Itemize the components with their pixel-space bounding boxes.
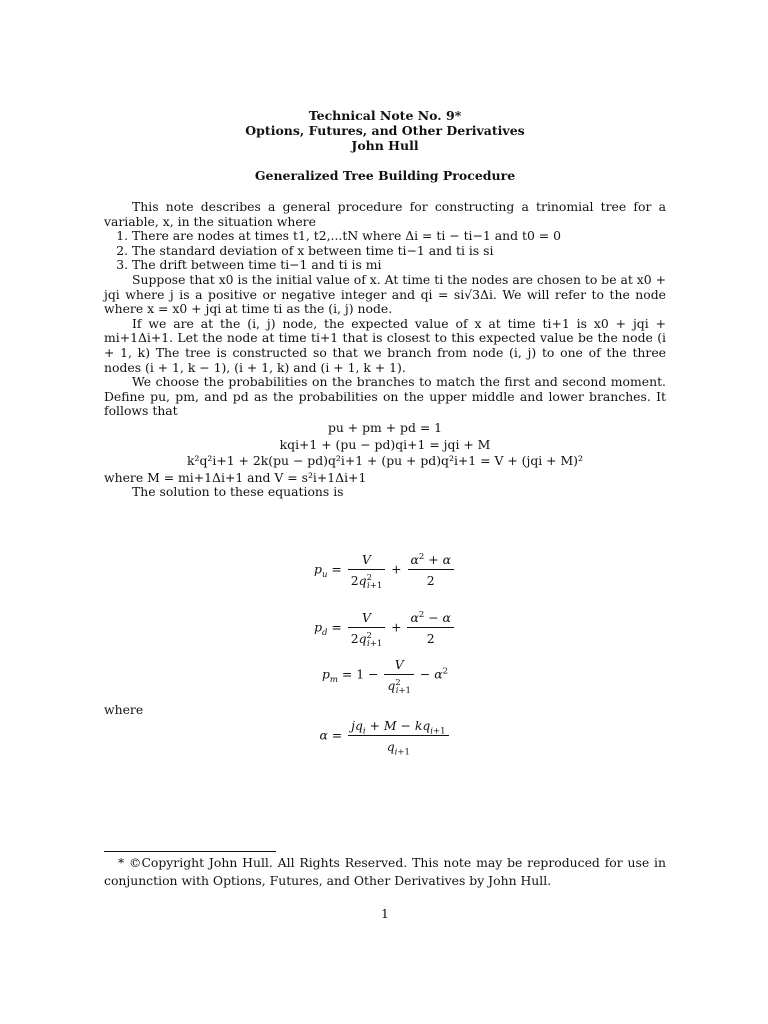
conditions-list (104, 229, 666, 273)
title-block (104, 108, 666, 153)
equation-pd: $p_d$ = $\frac{V}{2q^2_{i+1}}$ + $\frac{\alpha^2 - \alpha}{2}$ (104, 610, 666, 646)
footnote-mark: * (118, 855, 125, 870)
page-number: 1 (381, 906, 389, 921)
note-number: Technical Note No. 9* (308, 108, 462, 123)
equation-sum: pu + pm + pd = 1 (327, 419, 443, 435)
solution-intro: The solution to these equations is (132, 484, 344, 500)
condition-2: 2. The standard deviation of x between time ti−1 and ti is si (132, 244, 666, 259)
equation-mean: kqi+1 + (pu − pd)qi+1 = jqi + M (279, 436, 491, 452)
section-title: Generalized Tree Building Procedure (254, 168, 516, 183)
book-title: Options, Futures, and Other Derivatives (245, 123, 525, 138)
equation-pu: $p_u$ = $\frac{V}{2q^2_{i+1}}$ + $\frac{\alpha^2 + \alpha}{2}$ (104, 552, 666, 588)
equation-variance: k²q²i+1 + 2k(pu − pd)q²i+1 + (pu + pd)q²i+1 = V + (jqi + M)² (187, 453, 583, 469)
footnote-rule (104, 851, 276, 852)
equation-alpha: α = $\frac{jq_i + M - kq_{i+1}}{q_{i+1}}$ (104, 718, 666, 754)
footnote-text: ©Copyright John Hull. All Rights Reserved. This note may be reproduced for use in conjunction with Options, Futures, and Other Derivatives by John Hull. (104, 855, 666, 888)
footnote (104, 854, 666, 890)
paragraph-probabilities: We choose the probabilities on the branches to match the first and second moment. Define pu, pm, and pd as the probabilities on the upper middle and lower branches. It follows that (104, 374, 666, 419)
where-label: where (104, 702, 144, 717)
where-definitions: where M = mi+1Δi+1 and V = s²i+1Δi+1 (104, 469, 367, 485)
condition-3: 3. The drift between time ti−1 and ti is mi (132, 258, 666, 273)
intro-paragraph: This note describes a general procedure for constructing a trinomial tree for a variable, x, in the situation where (104, 199, 666, 229)
author: John Hull (351, 138, 419, 153)
paragraph-expected-value: If we are at the (i, j) node, the expected value of x at time ti+1 is x0 + jqi + mi+1Δi+1. Let the node at time ti+1 that is closest to this expected value be the node (i + 1, k) The tree is constructed so that we branch from node (i, j) to one of the three nodes (i + 1, k − 1), (i + 1, k) and (i + 1, k + 1). (104, 315, 666, 375)
document-page (104, 0, 666, 1024)
paragraph-nodes: Suppose that x0 is the initial value of x. At time ti the nodes are chosen to be at x0 + jqi where j is a positive or negative integer and qi = si√3Δi. We will refer to the node where x = x0 + jqi at time ti as the (i, j) node. (104, 271, 666, 317)
body-text (104, 200, 666, 500)
condition-1: 1. There are nodes at times t1, t2,...tN where Δi = ti − ti−1 and t0 = 0 (132, 229, 666, 244)
equation-pm: $p_m = 1$ − $\frac{V}{q^2_{i+1}}$ − $\alpha^2$ (321, 657, 449, 697)
